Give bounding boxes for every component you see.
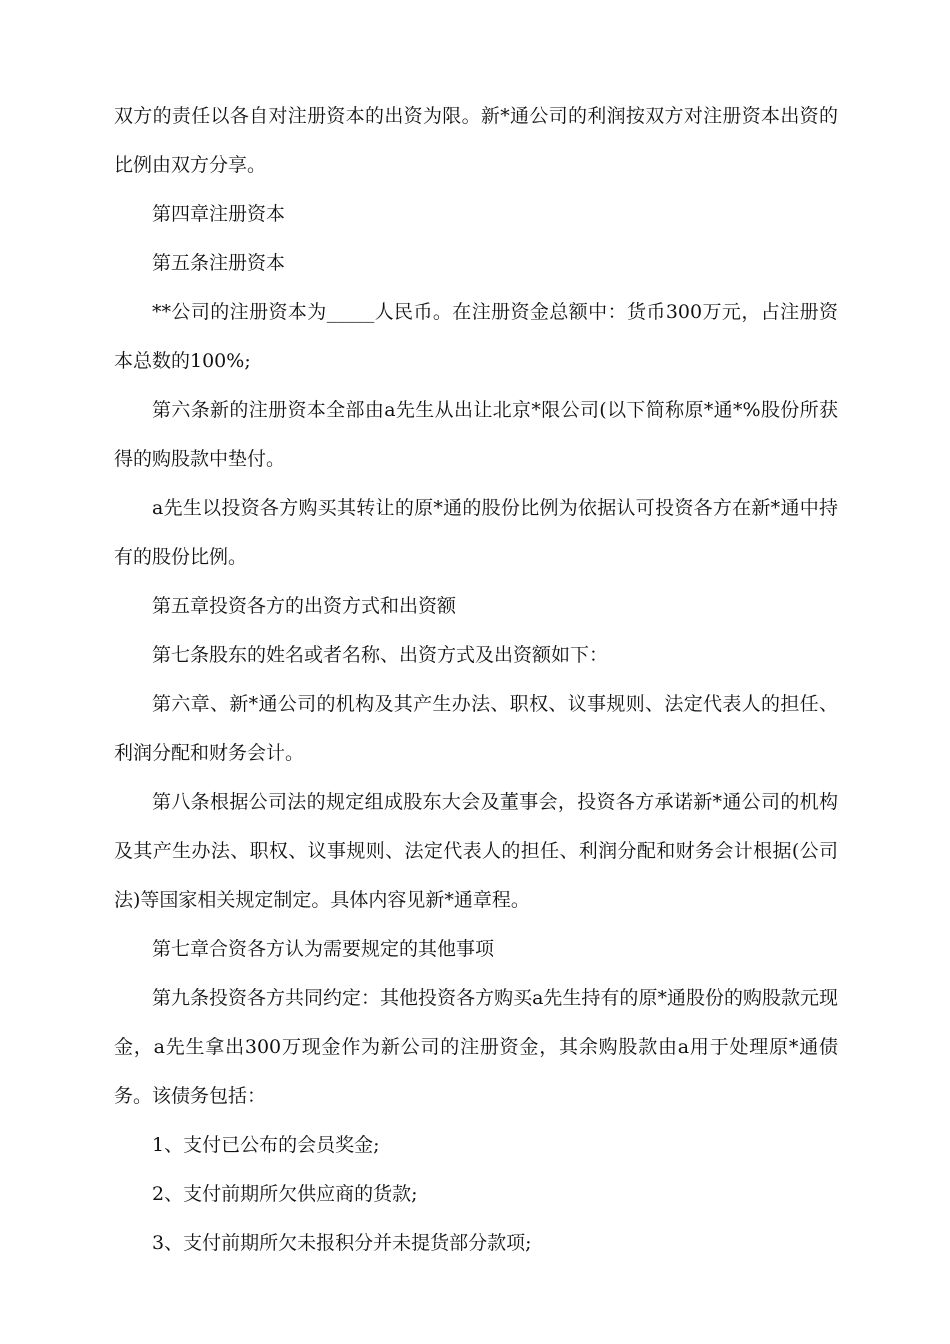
list-item-1: 1、支付已公布的会员奖金;: [152, 1134, 380, 1156]
paragraph-article-9: 第九条投资各方共同约定：其他投资各方购买a先生持有的原*通股份的购股款元现金，a先生拿出300万现金作为新公司的注册资金，其余购股款由a用于处理原*通债务。该债务包括：: [114, 987, 838, 1107]
paragraph-article-7: 第七条股东的姓名或者名称、出资方式及出资额如下：: [152, 644, 609, 666]
list-item-2: 2、支付前期所欠供应商的货款;: [152, 1183, 418, 1205]
chapter-heading-5: 第五章投资各方的出资方式和出资额: [152, 595, 457, 617]
article-heading-5: 第五条注册资本: [152, 252, 286, 274]
chapter-heading-6: 第六章、新*通公司的机构及其产生办法、职权、议事规则、法定代表人的担任、利润分配和财务会计。: [114, 693, 838, 764]
paragraph-article-6: 第六条新的注册资本全部由a先生从出让北京*限公司(以下简称原*通*%股份所获得的购股款中垫付。: [114, 399, 838, 470]
paragraph-article-8: 第八条根据公司法的规定组成股东大会及董事会，投资各方承诺新*通公司的机构及其产生办法、职权、议事规则、法定代表人的担任、利润分配和财务会计根据(公司法)等国家相关规定制定。具体内容见新*通章程。: [114, 791, 838, 911]
paragraph-continued-liability: 双方的责任以各自对注册资本的出资为限。新*通公司的利润按双方对注册资本出资的比例由双方分享。: [114, 105, 838, 176]
list-item-3: 3、支付前期所欠未报积分并未提货部分款项;: [152, 1232, 532, 1254]
paragraph-registered-capital: **公司的注册资本为_____人民币。在注册资金总额中：货币300万元，占注册资本总数的100%;: [114, 301, 838, 372]
chapter-heading-7: 第七章合资各方认为需要规定的其他事项: [152, 938, 495, 960]
paragraph-share-ratio: a先生以投资各方购买其转让的原*通的股份比例为依据认可投资各方在新*通中持有的股份比例。: [114, 497, 838, 568]
chapter-heading-4: 第四章注册资本: [152, 203, 286, 225]
document-body: [114, 92, 838, 1268]
